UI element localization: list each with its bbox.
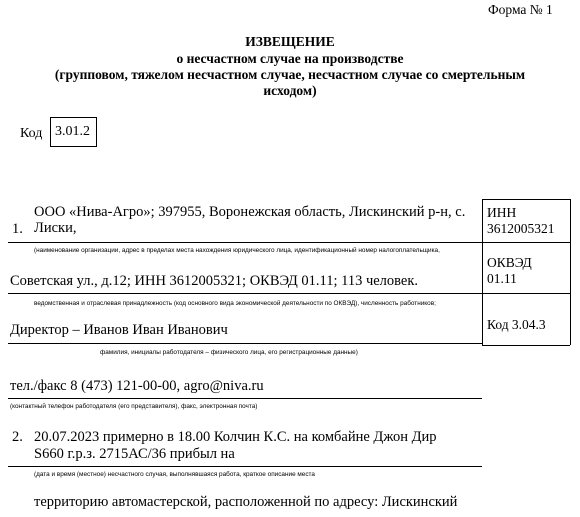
- document-subtitle-detail: (групповом, тяжелом несчастном случае, несчастном случае со смертельным: [54, 67, 526, 82]
- employer-contacts: тел./факс 8 (473) 121-00-00, agro@niva.ru: [10, 378, 264, 394]
- inn-value: 3612005321: [487, 221, 555, 236]
- form-number: Форма № 1: [488, 2, 553, 17]
- okved-value: 01.11: [487, 271, 517, 286]
- code-box: 3.01.2: [50, 117, 97, 147]
- inn-label: ИНН: [487, 205, 517, 220]
- document-subtitle: о несчастном случае на производстве: [176, 51, 404, 66]
- affiliation-caption: ведомственная и отраслевая принадлежность (код основного вида экономической деятельности по ОКВЭД), численность работников;: [34, 300, 436, 307]
- document-subtitle-detail-cont: исходом): [263, 83, 317, 98]
- organization-line-2: Лиски,: [34, 220, 77, 236]
- employer-caption: фамилия, инициалы работодателя – физического лица, его регистрационные данные): [100, 349, 358, 356]
- organization-caption: (наименование организации, адрес в пределах места нахождения юридического лица, идентификационный номер налогоплательщика,: [34, 247, 440, 254]
- section-1-number: 1.: [12, 221, 23, 237]
- inn-cell: [487, 205, 555, 237]
- okved-cell: [487, 255, 532, 287]
- employer-name: Директор – Иванов Иван Иванович: [10, 322, 228, 338]
- side-code: Код 3.04.3: [487, 317, 546, 332]
- accident-caption: (дата и время (местное) несчастного случая, выполнявшаяся работа, краткое описание места: [34, 471, 315, 478]
- document-title: ИЗВЕЩЕНИЕ: [245, 34, 335, 49]
- section-2-number: 2.: [12, 429, 23, 445]
- contacts-caption: (контактный телефон работодателя (его представителя), факс, электронная почта): [10, 403, 258, 410]
- organization-line-1: ООО «Нива-Агро»; 397955, Воронежская область, Лискинский р-н, с.: [34, 204, 466, 220]
- organization-line-3: Советская ул., д.12; ИНН 3612005321; ОКВЭД 01.11; 113 человек.: [10, 273, 419, 289]
- code-label: Код: [20, 126, 43, 141]
- accident-line-1: 20.07.2023 примерно в 18.00 Колчин К.С. на комбайне Джон Дир: [34, 429, 437, 445]
- okved-label: ОКВЭД: [487, 255, 532, 270]
- accident-line-2: S660 г.р.з. 2715АС/36 прибыл на: [34, 446, 235, 462]
- accident-line-3: территорию автомастерской, расположенной по адресу: Лискинский: [34, 494, 458, 510]
